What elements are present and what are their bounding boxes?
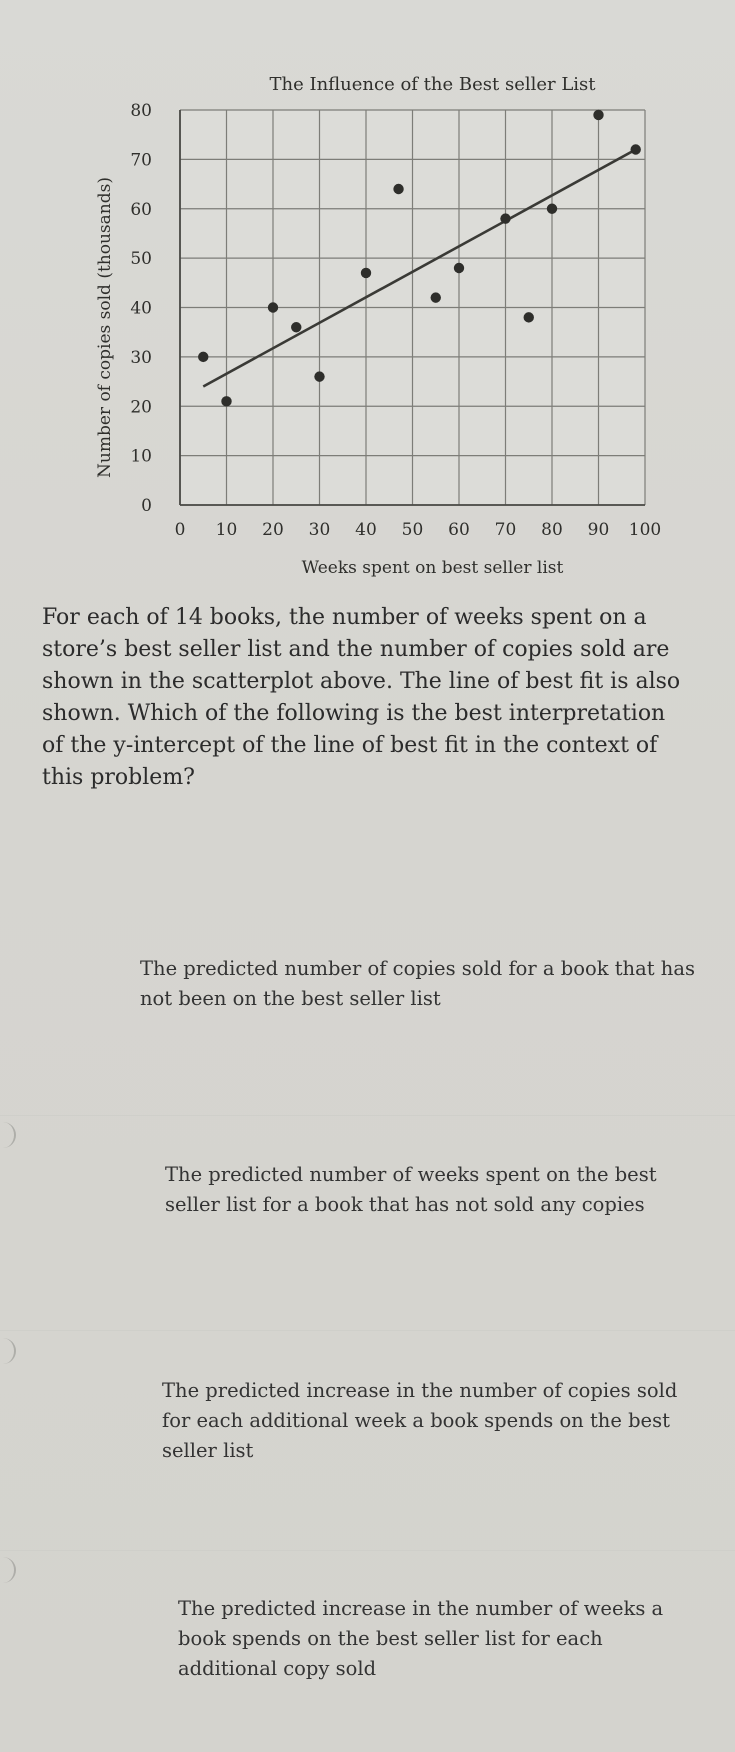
data-point [198, 352, 208, 362]
data-point [524, 312, 534, 322]
x-axis-label: Weeks spent on best seller list [301, 558, 564, 578]
x-tick-label: 50 [401, 520, 424, 540]
divider [0, 1115, 735, 1116]
x-tick-label: 80 [541, 520, 563, 540]
data-point [631, 144, 641, 154]
radio-icon[interactable] [0, 1338, 16, 1364]
x-tick-label: 10 [215, 520, 238, 540]
question-text: For each of 14 books, the number of weeks spent on a store’s best seller list and the number of copies sold are shown in the scatterplot above. The line of best fit is also shown. Which of the following is the best interpretation of the y-intercept of the line of best fit in the context of this problem? [42, 605, 681, 790]
x-tick-label: 60 [448, 520, 470, 540]
data-point [221, 396, 231, 406]
data-point [547, 204, 557, 214]
divider [0, 1330, 735, 1331]
data-point [454, 263, 464, 273]
data-point [393, 184, 403, 194]
x-tick-label: 20 [262, 520, 284, 540]
radio-icon[interactable] [0, 1557, 16, 1583]
chart-title: The Influence of the Best seller List [269, 74, 596, 95]
y-tick-label: 0 [141, 496, 152, 516]
y-tick-label: 30 [130, 347, 152, 368]
y-tick-label: 50 [130, 249, 152, 270]
x-tick-label: 90 [587, 520, 610, 540]
scatterplot-chart [70, 50, 690, 590]
radio-icon[interactable] [0, 1122, 16, 1148]
x-tick-label: 100 [628, 520, 662, 540]
x-tick-label: 0 [174, 520, 186, 540]
data-point [268, 302, 278, 312]
answer-choice-c[interactable]: The predicted increase in the number of copies sold for each additional week a book spends on the best seller list [162, 1379, 678, 1462]
data-point [500, 213, 510, 223]
data-point [314, 371, 324, 381]
chart-svg [70, 50, 690, 590]
y-axis-label: Number of copies sold (thousands) [95, 177, 115, 478]
y-tick-label: 60 [130, 199, 152, 220]
data-point [431, 292, 441, 302]
divider [0, 1550, 735, 1551]
data-point [361, 268, 371, 278]
y-tick-label: 40 [130, 298, 152, 319]
y-tick-label: 70 [130, 150, 152, 171]
y-tick-label: 20 [130, 397, 152, 418]
answer-choice-a[interactable]: The predicted number of copies sold for a book that has not been on the best seller list [140, 957, 695, 1010]
x-tick-label: 40 [355, 520, 377, 540]
answer-choice-b[interactable]: The predicted number of weeks spent on the best seller list for a book that has not sold any copies [165, 1163, 657, 1216]
y-tick-label: 80 [130, 101, 152, 121]
data-point [593, 110, 603, 120]
y-tick-label: 10 [130, 446, 152, 467]
x-tick-label: 30 [308, 520, 331, 540]
x-tick-label: 70 [494, 520, 517, 540]
data-point [291, 322, 301, 332]
answer-choice-d[interactable]: The predicted increase in the number of weeks a book spends on the best seller list for each additional copy sold [178, 1597, 664, 1680]
